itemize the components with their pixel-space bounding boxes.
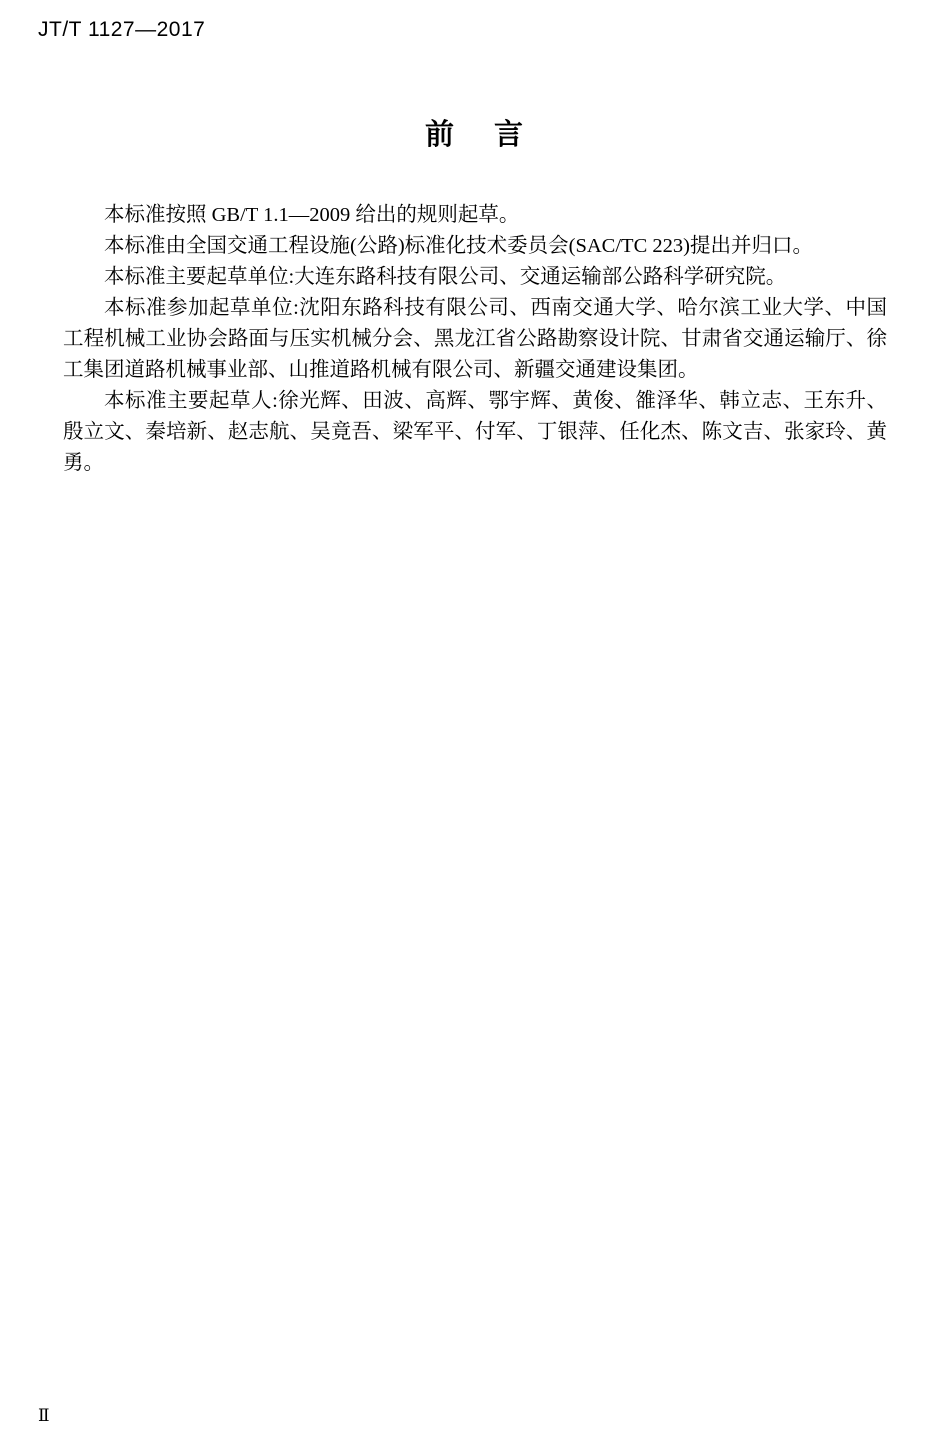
page-title [0, 112, 950, 153]
page-title-part-2: 言 [494, 117, 526, 151]
page-title-part-1: 前 [424, 117, 456, 151]
foreword-paragraph: 本标准主要起草人:徐光辉、田波、高辉、鄂宇辉、黄俊、雒泽华、韩立志、王东升、殷立文、秦培新、赵志航、吴竟吾、梁军平、付军、丁银萍、任化杰、陈文吉、张家玲、黄勇。 [63, 390, 887, 474]
foreword-body [63, 200, 887, 479]
foreword-paragraph: 本标准由全国交通工程设施(公路)标准化技术委员会(SAC/TC 223)提出并归口。 [104, 235, 813, 257]
footer-page-number: Ⅱ [38, 1406, 50, 1425]
foreword-paragraph: 本标准参加起草单位:沈阳东路科技有限公司、西南交通大学、哈尔滨工业大学、中国工程机械工业协会路面与压实机械分会、黑龙江省公路勘察设计院、甘肃省交通运输厅、徐工集团道路机械事业部、山推道路机械有限公司、新疆交通建设集团。 [63, 297, 887, 381]
foreword-paragraph: 本标准按照 GB/T 1.1—2009 给出的规则起草。 [104, 204, 520, 226]
standard-number-header: JT/T 1127—2017 [38, 18, 206, 41]
foreword-paragraph: 本标准主要起草单位:大连东路科技有限公司、交通运输部公路科学研究院。 [104, 266, 787, 288]
